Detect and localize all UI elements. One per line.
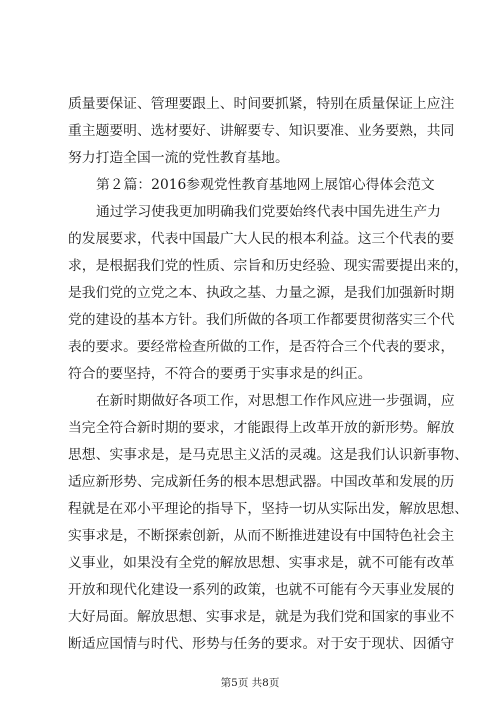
paragraph-line: 思想、实事求是，是马克思主义活的灵魂。这是我们认识新事物、 <box>68 447 469 463</box>
page-number-footer: 第5页 共8页 <box>220 677 280 689</box>
paragraph-line: 通过学习使我更加明确我们党要始终代表中国先进生产力 <box>96 204 441 220</box>
paragraph-line: 当完全符合新时期的要求，才能跟得上改革开放的新形势。解放 <box>68 420 455 436</box>
paragraph-line: 求，是根据我们党的性质、宗旨和历史经验、现实需要提出来的， <box>68 258 469 274</box>
paragraph-line: 开放和现代化建设一系列的政策，也就不可能有今天事业发展的 <box>68 582 455 598</box>
paragraph-line: 重主题要明、选材要好、讲解要专、知识要准、业务要熟，共同 <box>68 123 455 139</box>
section-heading: 第２篇：2016参观党性教育基地网上展馆心得体会范文 <box>96 177 435 193</box>
paragraph-line: 断适应国情与时代、形势与任务的要求。对于安于现状、因循守 <box>68 636 455 652</box>
paragraph-line: 在新时期做好各项工作，对思想工作作风应进一步强调，应 <box>96 393 455 409</box>
paragraph-line: 党的建设的基本方针。我们所做的各项工作都要贯彻落实三个代 <box>68 312 455 328</box>
paragraph-line: 实事求是，不断探索创新，从而不断推进建设有中国特色社会主 <box>68 528 455 544</box>
paragraph-line: 适应新形势、完成新任务的根本思想武器。中国改革和发展的历 <box>68 474 455 490</box>
paragraph-line: 程就是在邓小平理论的指导下，坚持一切从实际出发，解放思想、 <box>68 501 469 517</box>
paragraph-line: 的发展要求，代表中国最广大人民的根本利益。这三个代表的要 <box>68 231 455 247</box>
paragraph-line: 质量要保证、管理要跟上、时间要抓紧，特别在质量保证上应注 <box>68 96 455 112</box>
paragraph-line: 义事业，如果没有全党的解放思想、实事求是，就不可能有改革 <box>68 555 455 571</box>
paragraph-line: 大好局面。解放思想、实事求是，就是为我们党和国家的事业不 <box>68 609 455 625</box>
paragraph-line: 符合的要坚持，不符合的要勇于实事求是的纠正。 <box>68 366 372 382</box>
document-body <box>68 91 469 658</box>
paragraph-line: 努力打造全国一流的党性教育基地。 <box>68 150 289 166</box>
paragraph-line: 表的要求。要经常检查所做的工作，是否符合三个代表的要求， <box>68 339 455 355</box>
paragraph-line: 是我们党的立党之本、执政之基、力量之源，是我们加强新时期 <box>68 285 455 301</box>
